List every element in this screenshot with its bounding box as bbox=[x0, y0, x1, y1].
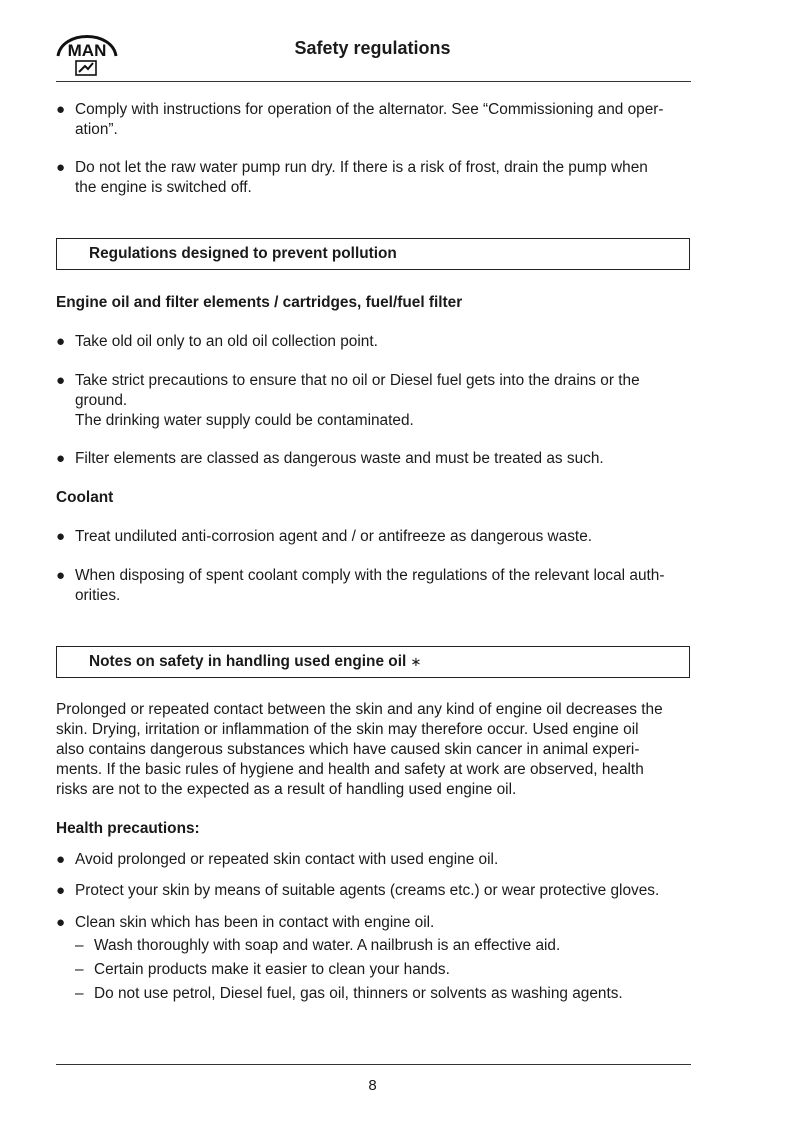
list-item: ● Clean skin which has been in contact with engine oil. bbox=[56, 914, 435, 931]
dash-icon: – bbox=[75, 961, 84, 978]
sub-list-item: – Certain products make it easier to clean your hands. bbox=[75, 961, 450, 978]
section-box-used-oil bbox=[56, 646, 690, 678]
sub-list-item: – Do not use petrol, Diesel fuel, gas oil, thinners or solvents as washing agents. bbox=[75, 985, 623, 1002]
bullet-icon: ● bbox=[56, 159, 66, 176]
header-divider bbox=[56, 81, 691, 82]
subsection-heading: Engine oil and filter elements / cartridges, fuel/fuel filter bbox=[56, 294, 463, 311]
dash-icon: – bbox=[75, 985, 84, 1002]
page-title: Safety regulations bbox=[294, 38, 451, 58]
list-item: ● Avoid prolonged or repeated skin contact with used engine oil. bbox=[56, 851, 499, 868]
bullet-icon: ● bbox=[56, 372, 66, 389]
list-item: ● Comply with instructions for operation of the alternator. See “Commissioning and oper- ation”. bbox=[56, 101, 664, 138]
section-title: Regulations designed to prevent pollution bbox=[89, 245, 397, 262]
list-item: ● Take old oil only to an old oil collection point. bbox=[56, 333, 378, 350]
bullet-icon: ● bbox=[56, 567, 66, 584]
footer-divider bbox=[56, 1064, 691, 1065]
bullet-icon: ● bbox=[56, 882, 66, 899]
dash-icon: – bbox=[75, 937, 84, 954]
list-item: ● Treat undiluted anti-corrosion agent and / or antifreeze as dangerous waste. bbox=[56, 528, 593, 545]
asterisk-mark: ∗ bbox=[410, 654, 422, 669]
list-item: ● Protect your skin by means of suitable agents (creams etc.) or wear protective gloves. bbox=[56, 882, 660, 899]
bullet-icon: ● bbox=[56, 528, 66, 545]
body-paragraph: Prolonged or repeated contact between the skin and any kind of engine oil decreases the skin. Drying, irritation or inflammation of the skin may therefore occur. Used engine oil also contains dangerous substances which have caused skin cancer in animal experi- ments. If the basic rules of hygiene and health and safety at work are observed, health risks are not to the expected as a result of handling used engine oil. bbox=[56, 701, 663, 798]
subsection-heading: Health precautions: bbox=[56, 820, 200, 837]
sub-list-item: – Wash thoroughly with soap and water. A nailbrush is an effective aid. bbox=[75, 937, 561, 954]
bullet-icon: ● bbox=[56, 101, 66, 118]
list-item: ● Filter elements are classed as dangerous waste and must be treated as such. bbox=[56, 450, 604, 467]
bullet-icon: ● bbox=[56, 851, 66, 868]
list-item: ● When disposing of spent coolant comply with the regulations of the relevant local auth- orities. bbox=[56, 567, 665, 604]
bullet-icon: ● bbox=[56, 914, 66, 931]
subsection-heading: Coolant bbox=[56, 489, 114, 506]
logo-text: MAN bbox=[67, 41, 107, 60]
bullet-icon: ● bbox=[56, 333, 66, 350]
list-item: ● Do not let the raw water pump run dry. If there is a risk of frost, drain the pump when the engine is switched off. bbox=[56, 159, 648, 196]
section-box-pollution bbox=[56, 238, 690, 270]
bullet-icon: ● bbox=[56, 450, 66, 467]
section-title: Notes on safety in handling used engine oil ∗ bbox=[89, 653, 422, 670]
page-number: 8 bbox=[368, 1077, 377, 1094]
list-item: ● Take strict precautions to ensure that no oil or Diesel fuel gets into the drains or the ground. The drinking water supply could be contaminated. bbox=[56, 372, 640, 429]
